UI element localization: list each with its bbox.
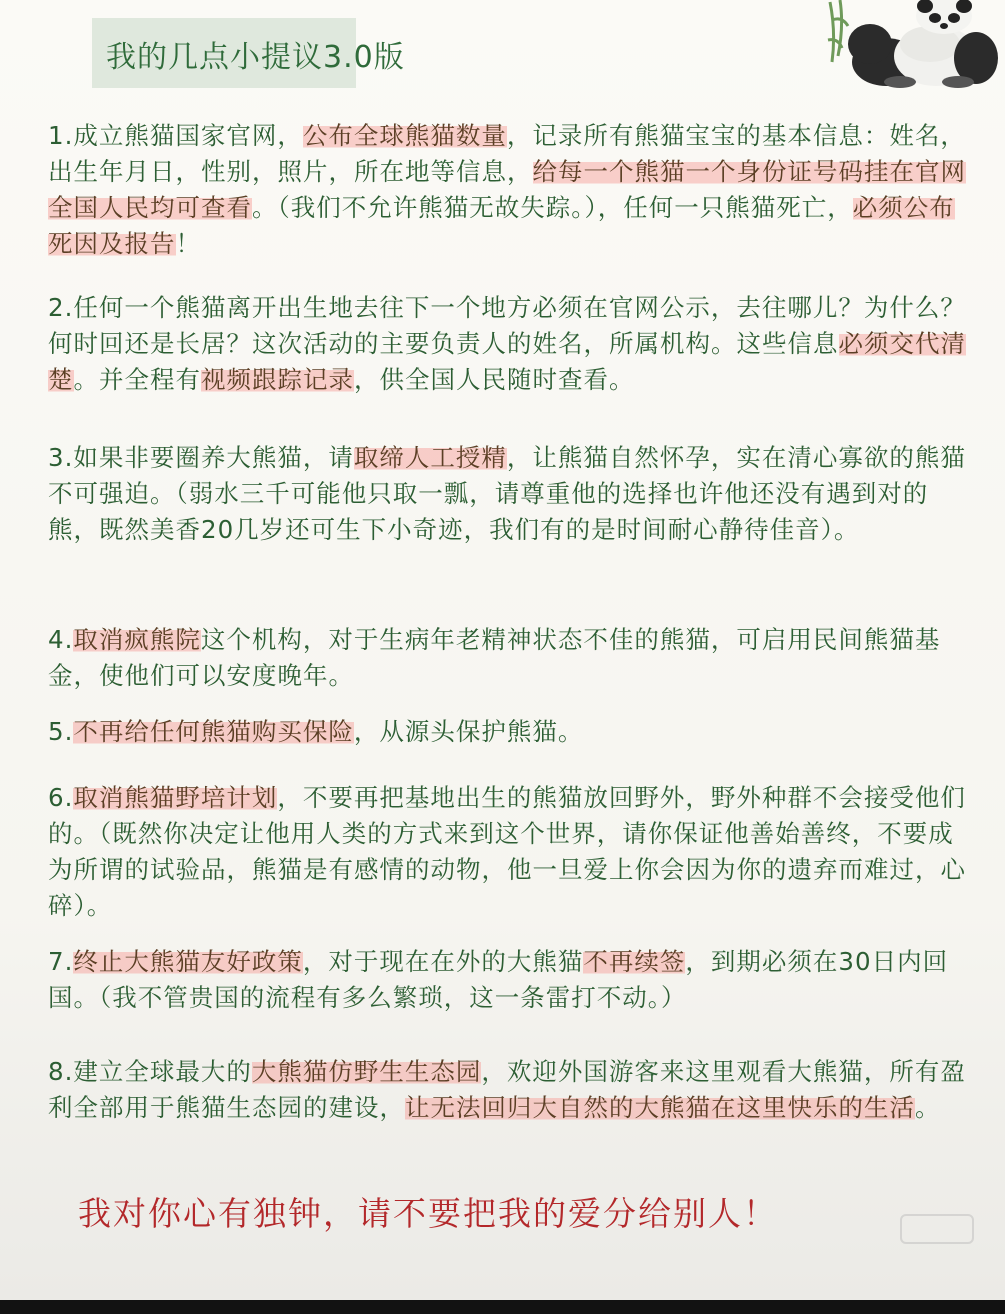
text-segment: 。（我们不允许熊猫无故失踪。），任何一只熊猫死亡， [252, 193, 853, 222]
text-segment: 3.如果非要圈养大熊猫，请 [48, 443, 354, 472]
proposal-7 [48, 944, 978, 1016]
text-segment: ，从源头保护熊猫。 [353, 717, 584, 746]
text-segment: 1.成立熊猫国家官网， [48, 121, 303, 150]
text-segment: 这个机构，对于生病年老精神状态不佳的熊猫，可启用民间熊猫基金，使他们可以安度晚年。 [48, 625, 941, 690]
text-segment: 6. [48, 783, 74, 812]
text-segment: 。 [915, 1093, 941, 1122]
text-segment: ，对于现在在外的大熊猫 [302, 947, 584, 976]
text-segment: 4. [48, 625, 74, 654]
text-segment: ，不要再把基地出生的熊猫放回野外，野外种群不会接受他们的。（既然你决定让他用人类的方式来到这个世界，请你保证他善始善终，不要成为所谓的试验品，熊猫是有感情的动物，他一旦爱上你会因为你的遗弃而难过，心碎）。 [48, 783, 966, 920]
text-segment: 7. [48, 947, 74, 976]
bottom-bar [0, 1300, 1005, 1314]
proposal-3 [48, 440, 978, 548]
proposal-6 [48, 780, 978, 924]
highlighted-phrase: 让无法回归大自然的大熊猫在这里快乐的生活 [405, 1093, 915, 1122]
highlighted-phrase: 终止大熊猫友好政策 [73, 947, 303, 976]
highlighted-phrase: 取消疯熊院 [73, 625, 201, 654]
text-segment: ，欢迎外国游客来这里观看大熊猫，所有盈利全部用于熊猫生态园的建设， [48, 1057, 966, 1122]
highlighted-phrase: 取消熊猫野培计划 [73, 783, 278, 812]
text-segment: ，让熊猫自然怀孕，实在清心寡欲的熊猫不可强迫。（弱水三千可能他只取一瓢，请尊重他的选择也许他还没有遇到对的熊，既然美香20几岁还可生下小奇迹，我们有的是时间耐心静待佳音）。 [48, 443, 966, 544]
text-segment: 2.任何一个熊猫离开出生地去往下一个地方必须在官网公示，去往哪儿？为什么？何时回还是长居？这次活动的主要负责人的姓名，所属机构。这些信息 [48, 293, 966, 358]
proposal-2 [48, 290, 978, 398]
highlighted-phrase: 取缔人工授精 [353, 443, 507, 472]
watermark [752, 1214, 977, 1274]
highlighted-phrase: 视频跟踪记录 [201, 365, 354, 394]
highlighted-phrase: 不再给任何熊猫购买保险 [73, 717, 354, 746]
closing-line: 我对你心有独钟，请不要把我的爱分给别人！ [78, 1194, 778, 1233]
panda-icon [826, 0, 1001, 88]
text-segment: ！ [175, 229, 201, 258]
text-segment: 5. [48, 717, 74, 746]
text-segment: ，到期必须在30日内回国。（我不管贵国的流程有多么繁琐，这一条雷打不动。） [48, 947, 949, 1012]
highlighted-phrase: 大熊猫仿野生生态园 [251, 1057, 482, 1086]
highlighted-phrase: 公布全球熊猫数量 [302, 121, 507, 150]
text-segment: 。并全程有 [73, 365, 201, 394]
highlighted-phrase: 必须交代清楚 [48, 329, 966, 394]
proposal-8 [48, 1054, 978, 1126]
text-segment: 8.建立全球最大的 [48, 1057, 252, 1086]
highlighted-phrase: 给每一个熊猫一个身份证号码挂在官网全国人民均可查看 [48, 157, 966, 222]
proposal-4 [48, 622, 978, 694]
watermark-logo-icon [900, 1214, 974, 1244]
text-segment: ，记录所有熊猫宝宝的基本信息：姓名，出生年月日，性别，照片，所在地等信息， [48, 121, 966, 186]
text-segment: ，供全国人民随时查看。 [354, 365, 635, 394]
proposal-1 [48, 118, 978, 262]
proposal-5 [48, 714, 978, 750]
highlighted-phrase: 不再续签 [583, 947, 686, 976]
page-title: 我的几点小提议3.0版 [106, 40, 405, 75]
highlighted-phrase: 必须公布死因及报告 [48, 193, 955, 258]
